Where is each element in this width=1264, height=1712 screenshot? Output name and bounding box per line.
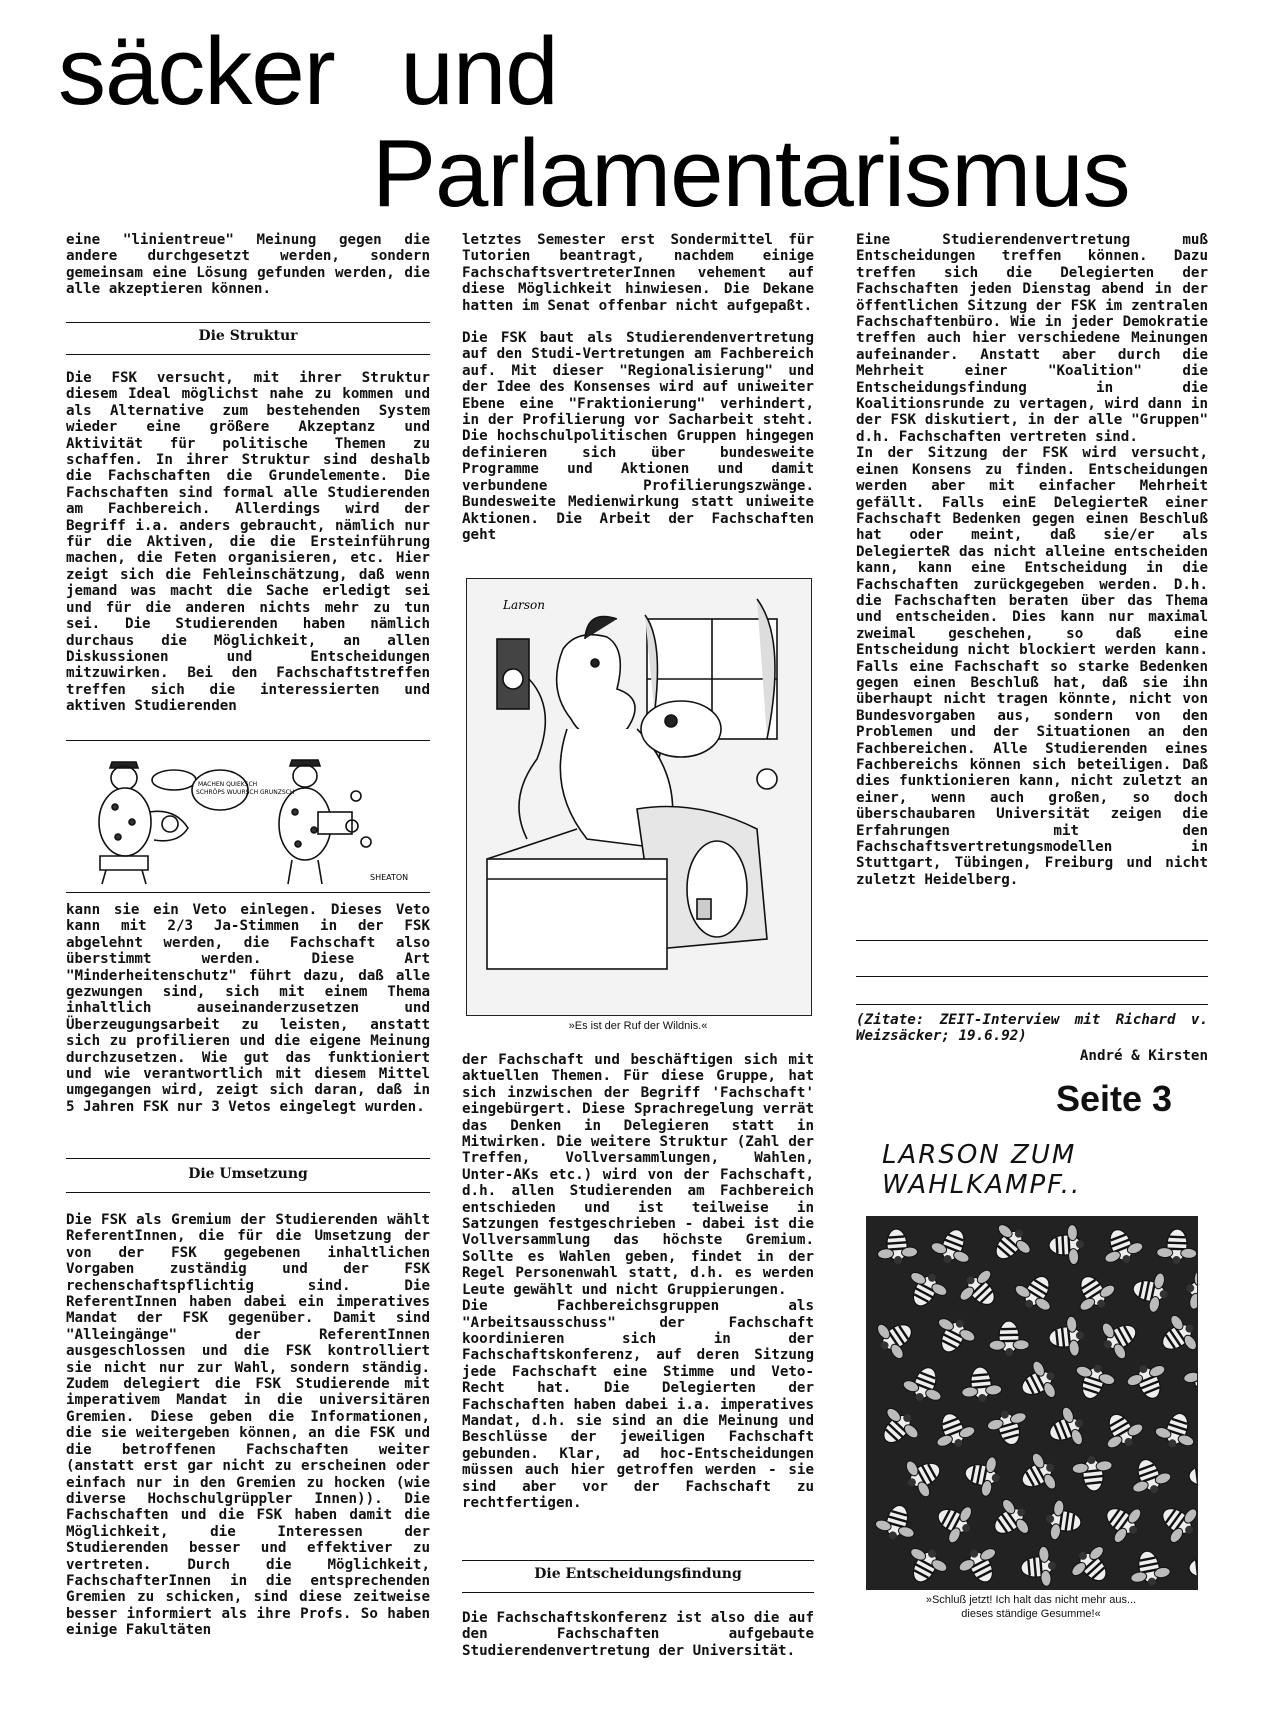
bee-icon [1183, 1268, 1197, 1314]
column-2-bottom [462, 1610, 814, 1659]
paragraph: letztes Semester erst Sondermittel für Tutorien beantragt, nachdem einige FachschaftsvertreterInnen vehement auf diese Möglichkeit hinwiesen. Die Dekane hatten im Senat offenbar nicht aufgepaßt. [462, 232, 814, 314]
bee-icon [1043, 1499, 1083, 1543]
paragraph: Die Fachschaftskonferenz ist also die auf den Fachschaften aufgebaute Studierendenvertretung der Universität. [462, 1610, 814, 1659]
paragraph: Die FSK baut als Studierendenvertretung auf den Studi-Vertretungen am Fachbereich auf. Mit dieser "Regionalisierung" und der Idee des Konsenses wird auf uniweiter Ebene eine "Fraktionierung" verhindert, in der Profilierung vor Sacharbeit steht. Die hochschulpolitischen Gruppen hingegen definieren sich über bundesweite Programme und Aktionen und damit verbundene Profilierungszwänge. Bundesweite Medienwirkung statt uniweite Aktionen. Die Arbeit der Fachschaften geht [462, 330, 814, 543]
bee-icon [1123, 1358, 1173, 1405]
bee-icon [900, 1265, 952, 1315]
column-2-top [462, 232, 814, 543]
paragraph: Die FSK als Gremium der Studierenden wählt ReferentInnen, die für die Umsetzung der von der FSK gegebenen inhaltlichen Vorgaben zuständig und der FSK rechenschaftspflichtig sind. Die ReferentInnen haben dabei ein imperatives Mandat der FSK gegenüber. Damit sind "Alleingänge" der ReferentInnen ausgeschlossen und die FSK kontrolliert sie nicht nur zur Wahl, sondern ständig. Zudem delegiert die FSK Studierende mit imperativem Mandat in die universitären Gremien. Diese geben die Informationen, die sie weitergeben können, an die FSK und die betroffenen Fachschaften weiter (anstatt erst gar nicht zu erscheinen oder einfach nur in den Gremien zu hocken (wie diverse Hochschulgrüppler Innen)). Die Fachschaften und die FSK haben damit die Möglichkeit, die Interessen der Studierenden besser und effektiver zu vertreten. Durch die Möglichkeit, FachschafterInnen in die entsprechenden Gremien zu schicken, sind diese zeitweise besser informiert als ihre Profs. So haben einige Fakultäten [66, 1212, 430, 1639]
bee-icon [955, 1541, 1007, 1589]
bee-icon [1013, 1448, 1063, 1500]
bee-icon [900, 1361, 950, 1408]
divider [66, 1158, 430, 1159]
bee-icon [1019, 1545, 1057, 1588]
bee-icon [960, 1365, 1003, 1403]
bee-icon [1065, 1539, 1118, 1589]
headline-line-2: Parlamentarismus [372, 120, 1130, 227]
divider [66, 1192, 430, 1193]
bee-icon [900, 1541, 952, 1589]
paragraph: In der Sitzung der FSK wird versucht, einen Konsens zu finden. Entscheidungen werden aber mit einfacher Mehrheit gefällt. Falls einE DelegierteR einer Fachschaft Bedenken gegen einen Beschluß hat oder meint, daß sie/er als DelegierteR das nicht alleine entscheiden kann, kann eine Entscheidung in die Fachschaften zurückgegeben werden. D.h. die Fachschaften beraten über das Thema und entscheiden. Dies kann nur maximal zweimal geschehen, so daß eine Entscheidung nicht blockiert werden kann. Falls eine Fachschaft so starke Bedenken gegen einen Beschluß hat, daß sie ihn überhaupt nicht tragen könnte, nicht von Bundesvorgaben aus, sondern von den Problemen und der Situationen an den Fachbereichen. Alle Studierenden eines Fachbereichs können sich beteiligen. Daß dies funktionieren kann, nicht zuletzt an einer, wenn auch großen, so doch überschaubaren Universität zeigen die Erfahrungen mit den Fachschaftsvertretungsmodellen in Stuttgart, Tübingen, Freiburg und nicht zuletzt Heidelberg. [856, 445, 1208, 888]
bee-icon [1129, 1268, 1172, 1314]
divider [462, 1560, 814, 1561]
cartoon-signature: Larson [503, 598, 545, 612]
bee-icon [1182, 1361, 1197, 1403]
bee-icon [1097, 1223, 1147, 1270]
cartoon-bubble-2-text: SCHRÖPS WUURSCH GRUNZSCH [196, 789, 295, 796]
bee-icon [1047, 1315, 1086, 1358]
bee-icon [1095, 1312, 1145, 1364]
cartoon-signature: SHEATON [370, 873, 409, 882]
divider [66, 740, 430, 741]
divider [462, 1592, 814, 1593]
bee-icon [983, 1218, 1036, 1271]
bee-icon [1153, 1310, 1197, 1363]
bee-icon [985, 1405, 1033, 1450]
bee-icon [989, 1321, 1030, 1357]
bee-icon [1156, 1228, 1197, 1264]
larson-cartoon-illustration [467, 579, 811, 1015]
section-heading-umsetzung: Die Umsetzung [188, 1166, 308, 1182]
paragraph: Eine Studierendenvertretung muß Entscheidungen treffen können. Dazu treffen sich die Delegierten der Fachschaften jeden Dienstag abend in der öffentlichen Sitzung der FSK im zentralen Fachschaftenbüro. Wie in jeder Demokratie treffen auch hier verschiedene Meinungen aufeinander. Anstatt aber durch die Mehrheit einer "Koalition" die Entscheidungsfindung in die Koalitionsrunde zu vertagen, wird dann in der FSK diskutiert, in der alle "Gruppen" d.h. Fachschaften vertreten sind. [856, 232, 1208, 445]
divider [66, 892, 430, 893]
bee-icon [984, 1494, 1036, 1547]
handwritten-note: LARSON ZUM WAHLKAMPF.. [882, 1140, 1082, 1200]
larson-cartoon [466, 578, 812, 1016]
bee-icon [873, 1500, 921, 1545]
pig-cartoon [70, 752, 426, 886]
paragraph: kann sie ein Veto einlegen. Dieses Veto kann mit 2/3 Ja-Stimmen in der FSK abgelehnt werden, die Fachschaft also überstimmt werden. Diese Art "Minderheitenschutz" führt dazu, daß alle gezwungen sind, sich mit einem Thema inhaltlich auseinanderzusetzen und Überzeugungsarbeit zu leisten, anstatt sich zu profilieren und die eigene Meinung durchzusetzen. Wie gut das funktioniert und wie verantwortlich mit diesem Mittel umgegangen wird, zeigt sich daran, daß in 5 Jahren FSK nur 3 Vetos eingelegt wurden. [66, 902, 430, 1115]
section-heading-struktur: Die Struktur [198, 328, 298, 344]
bee-icon [876, 1228, 918, 1266]
section-heading-entscheidungsfindung: Die Entscheidungsfindung [534, 1566, 742, 1582]
bee-icon [929, 1407, 979, 1454]
headline-line-1: säcker und [58, 18, 558, 125]
bee-icon [871, 1401, 924, 1454]
bee-icon [1096, 1405, 1148, 1455]
bee-icon [1043, 1403, 1090, 1453]
column-2-middle [462, 1052, 814, 1511]
column-1-veto [66, 902, 430, 1115]
bee-icon [1014, 1357, 1063, 1409]
paragraph: Die Fachbereichsgruppen als "Arbeitsausschuss" der Fachschaft koordinieren sich in der Fachschaftskonferenz, auf deren Sitzung jede Fachschaft eine Stimme und Veto-Recht hat. Die Delegierten der Fachschaften haben dabei i.a. imperatives Mandat, d.h. sie sind an die Meinung und Beschlüsse der jeweiligen Fachschaft gebunden. Klar, ad hoc-Entscheidungen müssen auch hier getroffen werden - sie sind aber vor der Fachschaft zu rechtfertigen. [462, 1298, 814, 1511]
authors: André & Kirsten [1079, 1048, 1208, 1064]
column-1-intro [66, 232, 430, 298]
bee-icon [961, 1452, 1003, 1498]
bee-icon [928, 1223, 978, 1270]
divider [856, 1004, 1208, 1005]
bee-icon [1048, 1224, 1085, 1266]
bee-icon [1187, 1545, 1197, 1588]
divider [66, 322, 430, 323]
bee-icon [1096, 1495, 1148, 1548]
bee-icon [899, 1450, 949, 1502]
page-number: Seite 3 [1056, 1078, 1173, 1119]
column-1-struktur [66, 370, 430, 715]
bee-icon [1126, 1547, 1172, 1589]
bee-icon [1152, 1408, 1197, 1454]
bee-cartoon [866, 1216, 1198, 1590]
bee-icon [929, 1496, 979, 1548]
bee-icon [1010, 1267, 1062, 1318]
paragraph: eine "linientreue" Meinung gegen die andere durchgesetzt werden, sondern gemeinsam eine Lösung gefunden werden, die alle akzeptieren können. [66, 232, 430, 298]
divider [856, 976, 1208, 977]
bee-icon [1187, 1453, 1197, 1497]
bee-icon [928, 1311, 980, 1360]
cartoon-bubble-1-text: MACHEN QUIEKSCH [198, 781, 258, 788]
bee-icon [1125, 1453, 1175, 1500]
bee-icon [1068, 1267, 1121, 1318]
bee-icon [1152, 1495, 1197, 1548]
citation: (Zitate: ZEIT-Interview mit Richard v. Weizsäcker; 19.6.92) [856, 1012, 1208, 1045]
bee-icon [1069, 1359, 1118, 1405]
bee-icon [953, 1263, 1006, 1316]
bee-cartoon-illustration [867, 1217, 1197, 1589]
bee-caption-line-2: dieses ständige Gesumme!« [961, 1608, 1101, 1620]
paragraph: Die FSK versucht, mit ihrer Struktur diesem Ideal möglichst nahe zu kommen und als Alternative zum bestehenden System wieder eine größere Akzeptanz und Aktivität für politische Themen zu schaffen. In ihrer Struktur sind deshalb die Fachschaften die Grundelemente. Die Fachschaften sind formal alle Studierenden am Fachbereich. Allerdings wird der Begriff i.a. anders gebraucht, nämlich nur für die Aktiven, die die Ersteinführung machen, die Feten organisieren, etc. Hier zeigt sich die Fehleinschätzung, daß wenn jemand was macht die Sache erledigt sei und für die anderen nichts mehr zu tun sei. Die Studierenden haben nämlich durchaus die Möglichkeit, an allen Diskussionen und Entscheidungen mitzuwirken. Bei den Fachschaftstreffen treffen sich die interessierten und aktiven Studierenden [66, 370, 430, 715]
column-3-text [856, 232, 1208, 888]
divider [856, 940, 1208, 941]
divider [66, 354, 430, 355]
larson-caption: »Es ist der Ruf der Wildnis.« [568, 1020, 708, 1032]
paragraph: der Fachschaft und beschäftigen sich mit aktuellen Themen. Für diese Gruppe, hat sich inzwischen der Begriff 'Fachschaft' eingebürgert. Diese Sprachregelung verrät das Denken in Delegieren statt in Mitwirken. Die weitere Struktur (Zahl der Treffen, Vollversammlungen, Wahlen, Unter-AKs etc.) wird von der Fachschaft, d.h. allen Studierenden am Fachbereich entschieden und ist teilweise in Satzungen festgeschrieben - dabei ist die Vollversammlung das höchste Gremium. Sollte es Wahlen geben, findet in der Regel Personenwahl statt, d.h. es werden Leute gewählt und nicht Gruppierungen. [462, 1052, 814, 1298]
bee-icon [870, 1311, 921, 1364]
bee-caption-line-1: »Schluß jetzt! Ich halt das nicht mehr aus... [925, 1594, 1137, 1606]
bee-icon [1071, 1454, 1114, 1493]
pig-cartoon-illustration [70, 752, 426, 886]
column-1-umsetzung [66, 1212, 430, 1639]
